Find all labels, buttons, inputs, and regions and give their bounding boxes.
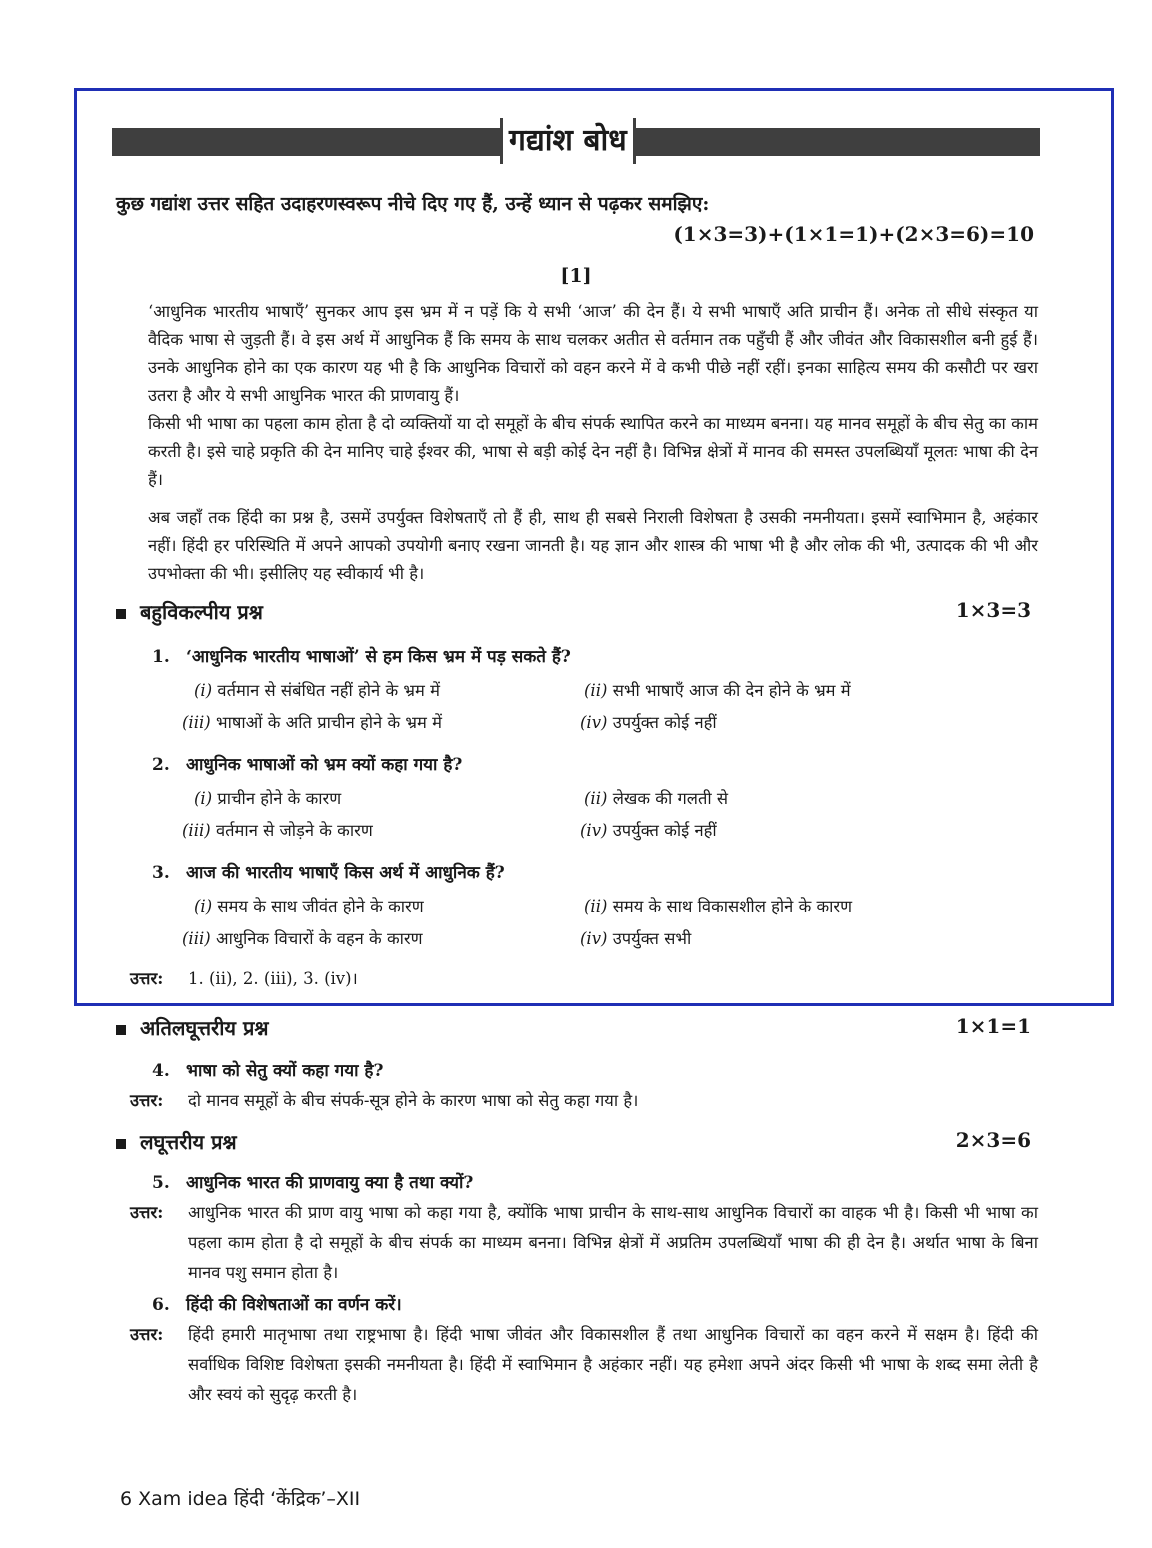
question-text: आज की भारतीय भाषाएँ किस अर्थ में आधुनिक हैं? [186, 863, 505, 883]
option-tag: (i) [194, 681, 213, 700]
question-text: आधुनिक भाषाओं को भ्रम क्यों कहा गया है? [186, 755, 463, 775]
option [194, 678, 440, 701]
question-number: 3. [152, 863, 170, 883]
question-2 [152, 752, 1032, 775]
option [194, 786, 341, 809]
option [194, 894, 424, 917]
option-text: सभी भाषाएँ आज की देन होने के भ्रम में [612, 681, 851, 700]
option-tag: (ii) [584, 681, 608, 700]
option [182, 818, 373, 841]
option-text: लेखक की गलती से [612, 789, 729, 808]
answer-text: हिंदी हमारी मातृभाषा तथा राष्ट्रभाषा है। हिंदी भाषा जीवंत और विकासशील हैं तथा आधुनिक विचारों का वहन करने में सक्षम है। हिंदी की सर्वाधिक विशिष्ट विशेषता इसकी नमनीयता है। हिंदी में स्वाभिमान है अहंकार नहीं। यह हमेशा अपने अंदर किसी भी भाषा के शब्द समा लेती है और स्वयं को सुदृढ़ करती है। [188, 1325, 1038, 1404]
option-tag: (iii) [182, 713, 211, 732]
answer-text: दो मानव समूहों के बीच संपर्क-सूत्र होने के कारण भाषा को सेतु कहा गया है। [188, 1091, 639, 1110]
page-footer: 6 Xam idea हिंदी ‘केंद्रिक’–XII [120, 1488, 361, 1510]
intro-text: कुछ गद्यांश उत्तर सहित उदाहरणस्वरूप नीचे दिए गए हैं, उन्हें ध्यान से पढ़कर समझिए: [116, 193, 710, 215]
vsa-marks: 1×1=1 [955, 1014, 1031, 1038]
bullet-icon [116, 1139, 126, 1149]
question-4 [152, 1058, 1032, 1081]
option-text: वर्तमान से जोड़ने के कारण [215, 821, 373, 840]
question-number: 5. [152, 1173, 170, 1193]
mcq-heading-label: बहुविकल्पीय प्रश्न [140, 600, 263, 624]
sa-heading-label: लघूत्तरीय प्रश्न [140, 1130, 237, 1154]
answer-label: उत्तर: [130, 1203, 164, 1222]
option [580, 710, 717, 733]
mcq-heading [116, 598, 1031, 625]
mcq-answer [130, 964, 1038, 994]
page-title: गद्यांश बोध [500, 118, 636, 164]
passage-number: [1] [560, 265, 592, 287]
option-tag: (iv) [580, 929, 608, 948]
answer-text: आधुनिक भारत की प्राण वायु भाषा को कहा गया है, क्योंकि भाषा प्राचीन के साथ-साथ आधुनिक विचारों का वाहक भी है। किसी भी भाषा का पहला काम होता है दो समूहों के बीच संपर्क का माध्यम बनना। विभिन्न क्षेत्रों में अप्रतिम उपलब्धियाँ भाषा की ही देन है। अर्थात भाषा के बिना मानव पशु समान होता है। [188, 1203, 1038, 1282]
question-text: भाषा को सेतु क्यों कहा गया है? [186, 1061, 384, 1081]
answer-label: उत्तर: [130, 969, 164, 988]
option-text: प्राचीन होने के कारण [217, 789, 342, 808]
option-text: उपर्युक्त कोई नहीं [612, 713, 717, 732]
option-text: समय के साथ विकासशील होने के कारण [612, 897, 853, 916]
marks-total: (1×3=3)+(1×1=1)+(2×3=6)=10 [673, 222, 1034, 246]
option-tag: (iv) [580, 821, 608, 840]
bullet-icon [116, 609, 126, 619]
question-6 [152, 1292, 1032, 1315]
answer-label: उत्तर: [130, 1091, 164, 1110]
option-tag: (i) [194, 789, 213, 808]
bullet-icon [116, 1025, 126, 1035]
question-1 [152, 644, 1032, 667]
option [580, 926, 691, 949]
option [584, 786, 728, 809]
answer-6 [130, 1320, 1038, 1410]
option-tag: (i) [194, 897, 213, 916]
option-tag: (iii) [182, 821, 211, 840]
option-tag: (ii) [584, 897, 608, 916]
answer-label: उत्तर: [130, 1325, 164, 1344]
vsa-heading-label: अतिलघूत्तरीय प्रश्न [140, 1016, 269, 1040]
sa-marks: 2×3=6 [955, 1128, 1031, 1152]
question-5 [152, 1170, 1032, 1193]
passage-paragraph-3: अब जहाँ तक हिंदी का प्रश्न है, उसमें उपर्युक्त विशेषताएँ तो हैं ही, साथ ही सबसे निराली विशेषता है उसकी नमनीयता। इसमें स्वाभिमान है, अहंकार नहीं। हिंदी हर परिस्थिति में अपने आपको उपयोगी बनाए रखना जानती है। यह ज्ञान और शास्त्र की भाषा भी है और लोक की भी, उत्पादक की भी और उपभोक्ता की भी। इसीलिए यह स्वीकार्य भी है। [148, 508, 1038, 583]
vsa-heading [116, 1014, 1031, 1041]
question-number: 4. [152, 1061, 170, 1081]
question-text: आधुनिक भारत की प्राणवायु क्या है तथा क्यों? [186, 1173, 474, 1193]
question-text: ‘आधुनिक भारतीय भाषाओं’ से हम किस भ्रम में पड़ सकते हैं? [186, 647, 571, 667]
question-number: 2. [152, 755, 170, 775]
option-text: वर्तमान से संबंधित नहीं होने के भ्रम में [217, 681, 440, 700]
option [580, 818, 717, 841]
answer-5 [130, 1198, 1038, 1288]
option-text: उपर्युक्त सभी [612, 929, 692, 948]
option-text: भाषाओं के अति प्राचीन होने के भ्रम में [215, 713, 442, 732]
option-text: उपर्युक्त कोई नहीं [612, 821, 717, 840]
option-tag: (iii) [182, 929, 211, 948]
option [182, 926, 423, 949]
answer-text: 1. (ii), 2. (iii), 3. (iv)। [188, 969, 358, 988]
passage-paragraph-1: ‘आधुनिक भारतीय भाषाएँ’ सुनकर आप इस भ्रम में न पड़ें कि ये सभी ‘आज’ की देन हैं। ये सभी भाषाएँ अति प्राचीन हैं। अनेक तो सीधे संस्कृत या वैदिक भाषा से जुड़ती हैं। वे इस अर्थ में आधुनिक हैं कि समय के साथ चलकर अतीत से वर्तमान तक पहुँची हैं और जीवंत और विकासशील बनी हुई हैं। उनके आधुनिक होने का एक कारण यह भी है कि आधुनिक विचारों को वहन करने में वे कभी पीछे नहीं रहीं। इनका साहित्य समय की कसौटी पर खरा उतरा है और ये सभी आधुनिक भारत की प्राणवायु हैं। [148, 302, 1038, 405]
mcq-marks: 1×3=3 [955, 598, 1031, 622]
sa-heading [116, 1128, 1031, 1155]
option-tag: (ii) [584, 789, 608, 808]
option [182, 710, 442, 733]
question-text: हिंदी की विशेषताओं का वर्णन करें। [186, 1295, 402, 1315]
answer-4 [130, 1086, 1038, 1116]
option [584, 894, 852, 917]
option-tag: (iv) [580, 713, 608, 732]
question-number: 1. [152, 647, 170, 667]
option-text: समय के साथ जीवंत होने के कारण [217, 897, 424, 916]
question-number: 6. [152, 1295, 170, 1315]
passage-paragraph-2: किसी भी भाषा का पहला काम होता है दो व्यक्तियों या दो समूहों के बीच संपर्क स्थापित करने का माध्यम बनना। यह मानव समूहों के बीच सेतु का काम करती है। इसे चाहे प्रकृति की देन मानिए चाहे ईश्वर की, भाषा से बड़ी कोई देन नहीं है। विभिन्न क्षेत्रों में मानव की समस्त उपलब्धियाँ मूलतः भाषा की देन हैं। [148, 414, 1038, 489]
option [584, 678, 851, 701]
question-3 [152, 860, 1032, 883]
option-text: आधुनिक विचारों के वहन के कारण [215, 929, 423, 948]
